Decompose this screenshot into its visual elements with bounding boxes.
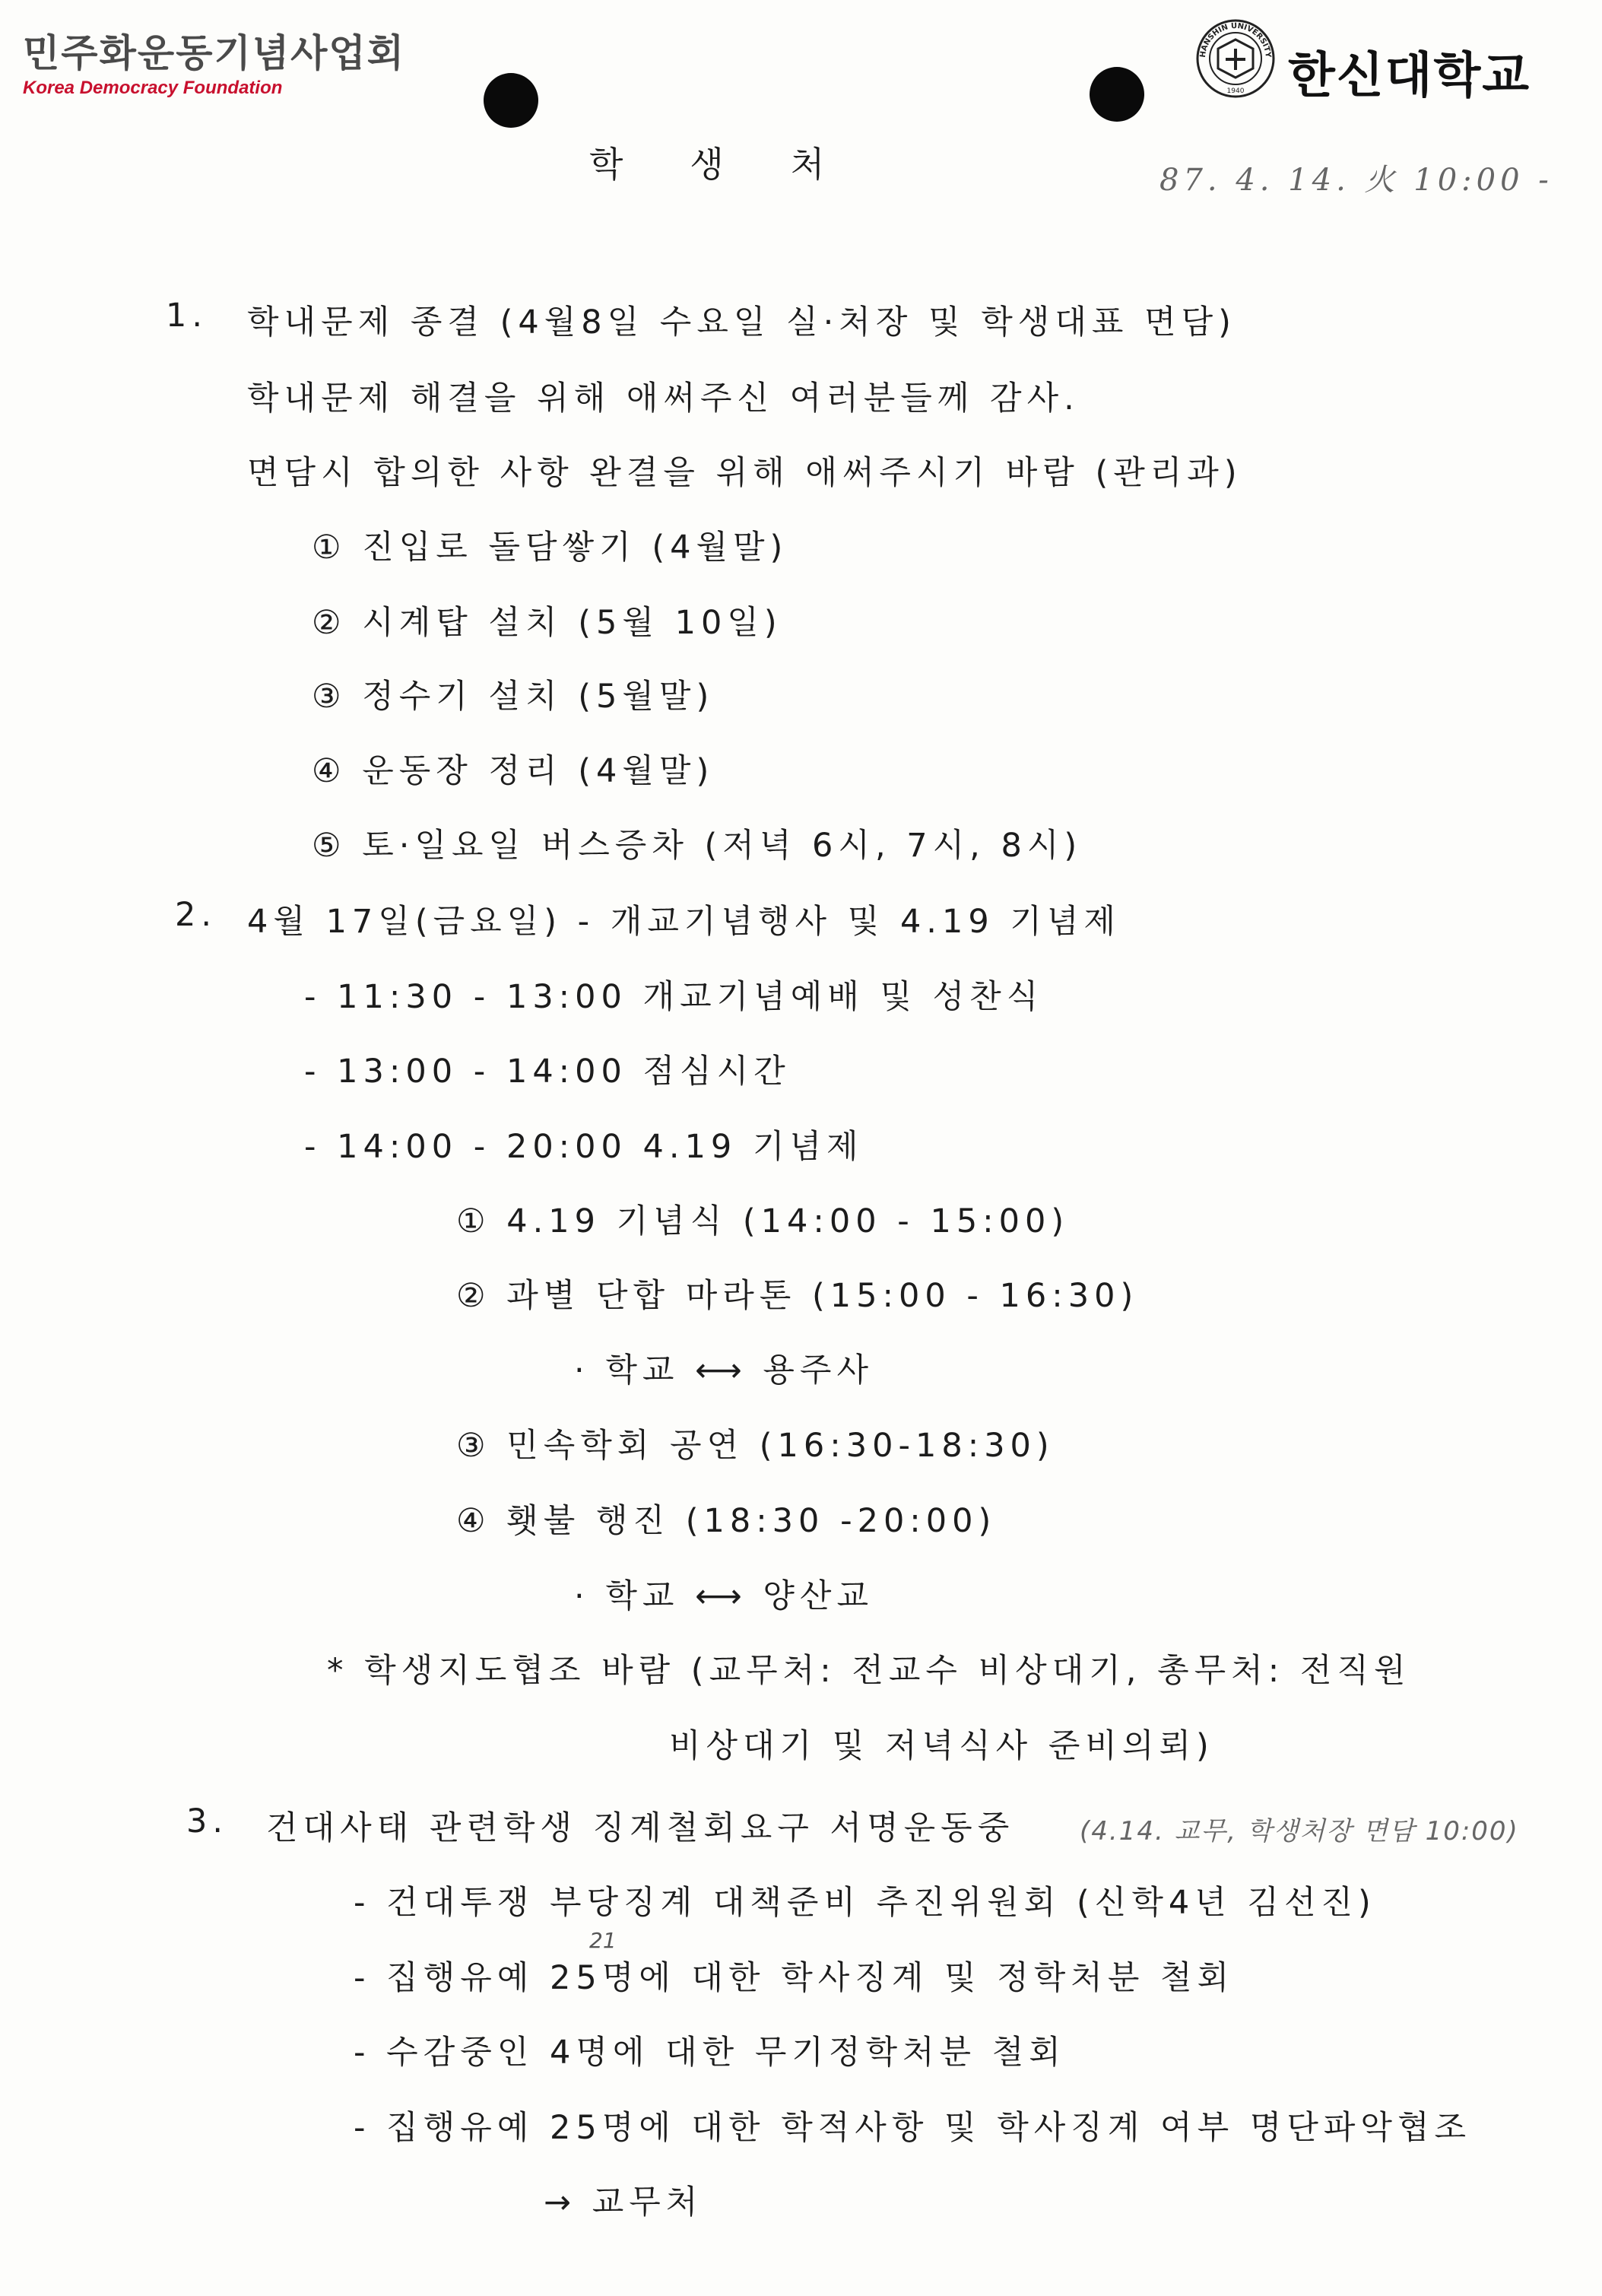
foundation-name-en: Korea Democracy Foundation — [23, 78, 283, 98]
department-title: 학생처 — [589, 144, 892, 185]
schedule-item: - 11:30 - 13:00 개교기념예배 및 성찬식 — [304, 978, 1044, 1016]
schedule-item: - 13:00 - 14:00 점심시간 — [304, 1053, 791, 1091]
section-1-title: 학내문제 종결 (4월8일 수요일 실·처장 및 학생대표 면담) — [247, 303, 1236, 341]
section-1-line-2: 면담시 합의한 사항 완결을 위해 애써주시기 바람 (관리과) — [247, 454, 1242, 492]
section-3-item: - 집행유예 25명에 대한 학적사항 및 학사징계 여부 명단파악협조 — [354, 2109, 1472, 2147]
handwritten-correction: 21 — [589, 1928, 617, 1953]
route-line: · 학교 ⟷ 용주사 — [574, 1351, 874, 1389]
section-1-item: ② 시계탑 설치 (5월 10일) — [312, 604, 782, 642]
section-1-number: 1. — [166, 297, 208, 335]
cooperation-request-line-2: 비상대기 및 저녁식사 준비의뢰) — [669, 1727, 1214, 1765]
memorial-sub-item: ① 4.19 기념식 (14:00 - 15:00) — [456, 1202, 1070, 1240]
section-3-item: - 수감중인 4명에 대한 무기정학처분 철회 — [354, 2034, 1066, 2072]
schedule-item: - 14:00 - 20:00 4.19 기념제 — [304, 1128, 864, 1166]
memorial-sub-item: ② 과별 단합 마라톤 (15:00 - 16:30) — [456, 1277, 1139, 1315]
section-1-item: ③ 정수기 설치 (5월말) — [312, 678, 715, 716]
section-3-number: 3. — [186, 1802, 229, 1840]
handwritten-meeting-note: (4.14. 교무, 학생처장 면담 10:00) — [1080, 1816, 1519, 1847]
foundation-name-ko: 민주화운동기념사업회 — [23, 31, 405, 75]
university-name: 한신대학교 — [1288, 48, 1531, 104]
memorial-sub-item: ④ 횃불 행진 (18:30 -20:00) — [456, 1502, 997, 1540]
seal-text: HANSHIN UNIVERSITY — [1198, 21, 1273, 59]
seal-year: 1940 — [1226, 87, 1245, 95]
section-2-number: 2. — [175, 896, 217, 934]
punch-hole-left — [484, 73, 538, 128]
punch-hole-right — [1090, 67, 1144, 122]
memorial-sub-item: ③ 민속학회 공연 (16:30-18:30) — [456, 1427, 1055, 1465]
cooperation-request-line-1: * 학생지도협조 바람 (교무처: 전교수 비상대기, 총무처: 전직원 — [327, 1652, 1411, 1690]
forward-to-academic-affairs: → 교무처 — [544, 2183, 703, 2221]
university-seal-icon — [1194, 17, 1277, 100]
route-line: · 학교 ⟷ 양산교 — [574, 1577, 874, 1615]
section-3-item: - 건대투쟁 부당징계 대책준비 추진위원회 (신학4년 김선진) — [354, 1884, 1376, 1922]
handwritten-dateline: 87. 4. 14. 火 10:00 - — [1159, 163, 1553, 198]
section-1-item: ④ 운동장 정리 (4월말) — [312, 752, 715, 790]
section-1-line-1: 학내문제 해결을 위해 애써주신 여러분들께 감사. — [247, 379, 1080, 418]
section-3-item: - 집행유예 25명에 대한 학사징계 및 정학처분 철회 — [354, 1959, 1235, 1997]
section-3-title: 건대사태 관련학생 징계철회요구 서명운동중 — [266, 1809, 1015, 1847]
section-1-item: ① 진입로 돌담쌓기 (4월말) — [312, 529, 788, 567]
section-2-title: 4월 17일(금요일) - 개교기념행사 및 4.19 기념제 — [247, 903, 1121, 941]
section-1-item: ⑤ 토·일요일 버스증차 (저녁 6시, 7시, 8시) — [312, 827, 1083, 865]
